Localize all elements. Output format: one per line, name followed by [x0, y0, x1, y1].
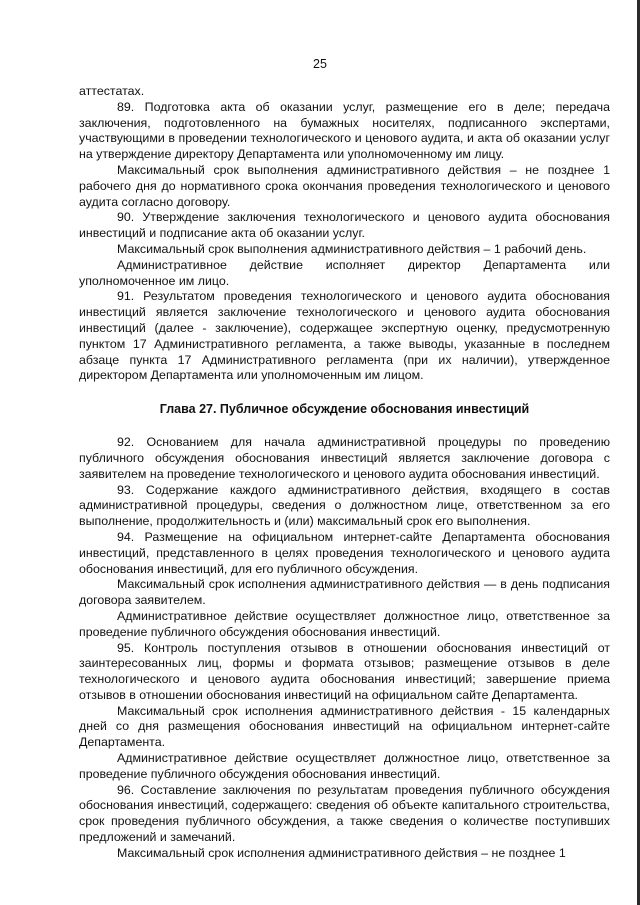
paragraph: 91. Результатом проведения технологического и ценового аудита обоснования инвестиций является заключение технологического и ценового аудита обоснования инвестиций (далее - заключение), содержащее экспертную оценку, предусмотренную пунктом 17 Административного регламента, а также выводы, указанные в последнем абзаце пункта 17 Административного регламента (при их наличии), утвержденное директором Департамента или уполномоченным им лицом.: [79, 289, 610, 383]
section-before-heading: [79, 84, 610, 384]
paragraph: Административное действие осуществляет должностное лицо, ответственное за проведение публичного обсуждения обоснования инвестиций.: [79, 751, 610, 781]
page-number: 25: [313, 57, 327, 71]
paragraph: 89. Подготовка акта об оказании услуг, размещение его в деле; передача заключения, подготовленного на бумажных носителях, подписанного экспертами, участвующими в проведении технологического и ценового аудита, и акта об оказании услуг на утверждение директору Департамента или уполномоченному им лицу.: [79, 99, 610, 162]
chapter-heading: Глава 27. Публичное обсуждение обоснования инвестиций: [159, 402, 530, 417]
paragraph: 96. Составление заключения по результатам проведения публичного обсуждения обоснования инвестиций, содержащего: сведения об объекте капитального строительства, срок проведения публичного обсуждения, а также сведения о количестве поступивших предложений и замечаний.: [79, 782, 610, 845]
paragraph: 93. Содержание каждого административного действия, входящего в состав административной процедуры, сведения о должностном лице, ответственном за его выполнение, продолжительность и (или) максимальный срок его выполнения.: [79, 482, 610, 529]
document-body: [79, 84, 610, 862]
paragraph: 95. Контроль поступления отзывов в отношении обоснования инвестиций от заинтересованных лиц, формы и формата отзывов; размещение отзывов в деле технологического и ценового аудита обоснования инвестиций; завершение приема отзывов в отношении обоснования инвестиций на официальном сайте Департамента.: [79, 640, 610, 702]
paragraph: 94. Размещение на официальном интернет-сайте Департамента обоснования инвестиций, представленного в целях проведения технологического и ценового аудита обоснования инвестиций, для его публичного обсуждения.: [79, 529, 610, 576]
paragraph: 90. Утверждение заключения технологического и ценового аудита обоснования инвестиций и подписание акта об оказании услуг.: [79, 210, 610, 241]
paragraph: Максимальный срок выполнения административного действия – 1 рабочий день.: [117, 241, 587, 256]
paragraph: Максимальный срок исполнения административного действия – не позднее 1: [117, 845, 566, 860]
paragraph: Административное действие исполняет директор Департамента или уполномоченное им лицо.: [79, 257, 610, 288]
paragraph: Административное действие осуществляет должностное лицо, ответственное за проведение публичного обсуждения обоснования инвестиций.: [79, 608, 610, 639]
section-after-heading: [79, 435, 610, 862]
paragraph: Максимальный срок выполнения административного действия – не позднее 1 рабочего дня до нормативного срока окончания проведения технологического и ценового аудита согласно договору.: [79, 162, 610, 209]
paragraph: Максимальный срок исполнения административного действия - 15 календарных дней со дня размещения обоснования инвестиций на официальном интернет-сайте Департамента.: [79, 703, 610, 750]
paragraph: аттестатах.: [79, 84, 145, 98]
paragraph: 92. Основанием для начала административной процедуры по проведению публичного обсуждения обоснования инвестиций является заключение договора с заявителем на проведение технологического и ценового аудита обоснования инвестиций.: [79, 435, 610, 481]
paragraph: Максимальный срок исполнения административного действия — в день подписания договора заявителем.: [79, 577, 610, 608]
